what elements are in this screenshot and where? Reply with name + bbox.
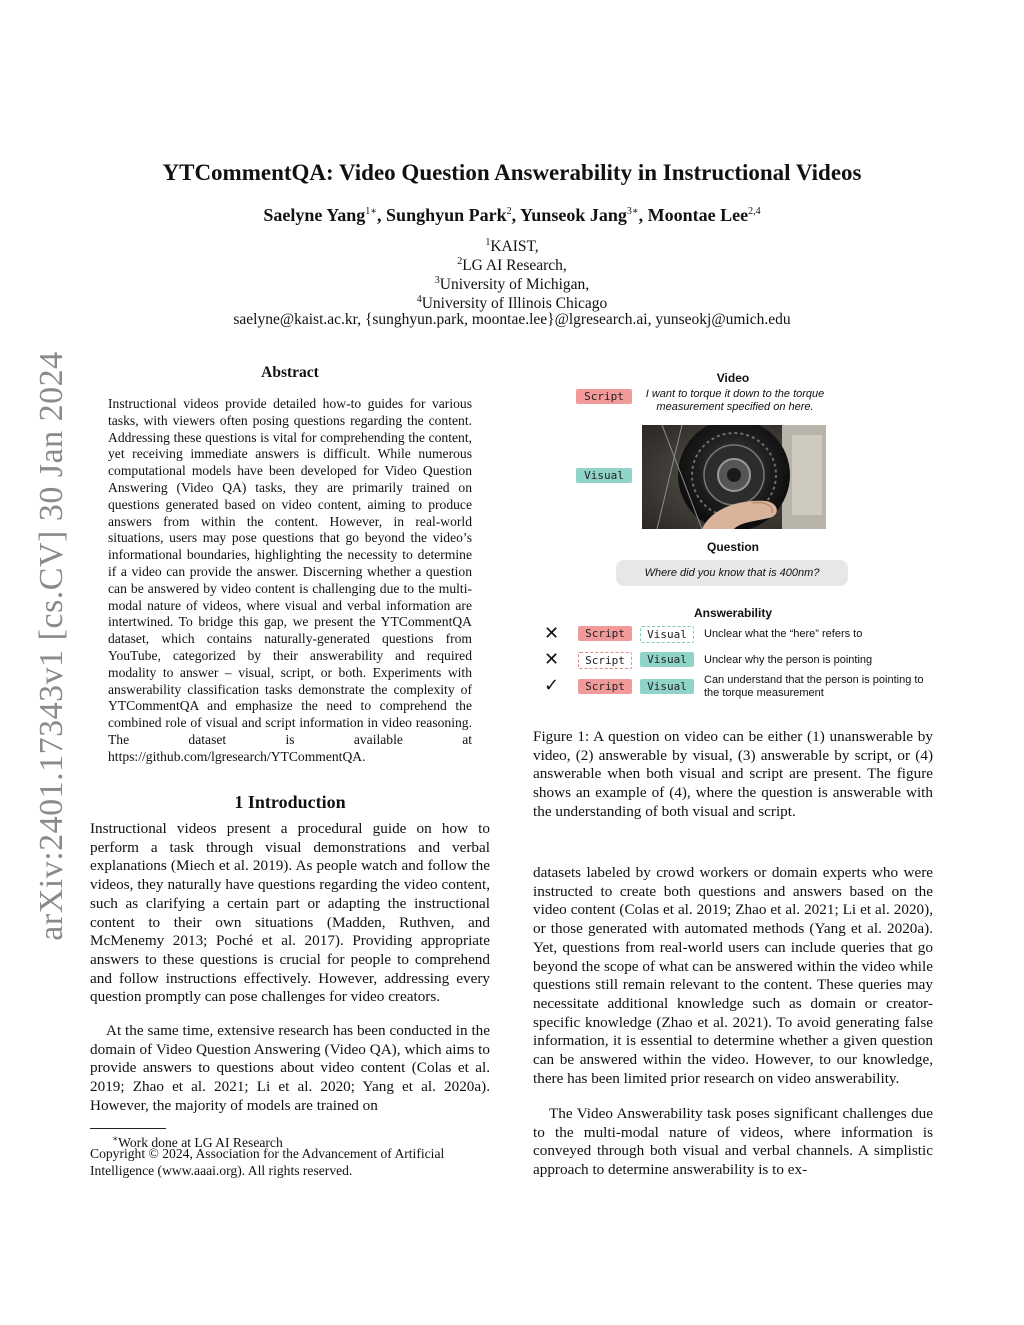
figure-1 bbox=[533, 362, 933, 717]
visual-tag: Visual bbox=[640, 679, 694, 694]
intro-paragraph: datasets labeled by crowd workers or domain experts who were instructed to create both questions and answers based on the video content (Colas et al. 2019; Zhao et al. 2021; Li et al. 2020), or those generated with automated methods (Yang et al. 2020a). Yet, questions from real-world users can include queries that go beyond the scope of what can be answered within the video while questions still remain relevant to the content. These queries may necessitate additional knowledge such as domain or creator-specific knowledge (Zhao et al. 2021). To avoid generating false information, it is essential to determine whether a given question can be answered within the video. However, to our knowledge, there has been limited prior research on video answerability. bbox=[533, 864, 933, 1087]
paper-title: YTCommentQA: Video Question Answerability in Instructional Videos bbox=[162, 160, 862, 185]
figure-video-heading: Video bbox=[716, 371, 750, 385]
footnote-rule bbox=[90, 1128, 166, 1129]
visual-tag-missing: Visual bbox=[640, 626, 694, 643]
answerability-reason: Can understand that the person is pointing to the torque measurement bbox=[704, 674, 924, 699]
script-tag: Script bbox=[576, 389, 632, 404]
check-icon: ✓ bbox=[544, 675, 560, 696]
script-tag-missing: Script bbox=[578, 652, 632, 669]
affiliation: $^4$University of Illinois Chicago bbox=[416, 294, 608, 313]
affiliation: $^1$KAIST, bbox=[485, 237, 539, 256]
figure-question-heading: Question bbox=[706, 540, 759, 554]
author-emails: saelyne@kaist.ac.kr, {sunghyun.park, moontae.lee}@lgresearch.ai, yunseokj@umich.edu bbox=[233, 311, 791, 328]
copyright-notice: Copyright © 2024, Association for the Advancement of Artificial Intelligence (www.aaai.org). All rights reserved. bbox=[90, 1146, 445, 1178]
visual-tag: Visual bbox=[576, 468, 632, 483]
cross-icon: ✕ bbox=[544, 649, 560, 670]
abstract-heading: Abstract bbox=[261, 364, 319, 381]
author-name: Yunseok Jang bbox=[519, 205, 627, 225]
figure-caption: Figure 1: A question on video can be either (1) unanswerable by video, (2) answerable by visual, (3) answerable by script, or (4) answerable when both visual and script are present. The figure shows an example of (4), where the question is answerable with the understanding of both visual and script. bbox=[533, 728, 933, 820]
script-tag: Script bbox=[578, 626, 632, 641]
intro-paragraph: Instructional videos present a procedural guide on how to perform a task through visual demonstrations and verbal explanations (Miech et al. 2019). As people watch and follow the videos, they naturally have questions regarding the video content, such as clarifying a certain part or adapting the instructional content to their own situations (Madden, Ruthven, and McMenemy 2013; Poché et al. 2017). Providing appropriate answers to these questions is crucial for people to comprehend and follow instructions effectively. However, addressing every question promptly can pose challenges for video creators. bbox=[90, 820, 490, 1006]
section-heading: 1 Introduction bbox=[234, 792, 346, 812]
abstract-text: Instructional videos provide detailed how-to guides for various tasks, with viewers often posing questions regarding the content. Addressing these questions is vital for comprehending the content, yet receiving immediate answers is difficult. While numerous computational models have been developed for Video Question Answering (Video QA) tasks, they are primarily trained on questions generated based on video content, aiming to produce answers from within the content. However, in real-world situations, users may pose questions that go beyond the video’s informational boundaries, highlighting the necessity to determine if a video can provide the answer. Discerning whether a question can be answered by video content is challenging due to the multi-modal nature of videos, where visual and verbal information are intertwined. To bridge this gap, we present the YTCommentQA dataset, which contains naturally-generated questions from YouTube, categorized by their answerability and required modality to answer – visual, script, or both. Experiments with answerability classification tasks demonstrate the complexity of YTCommentQA and emphasize the need to comprehend the combined role of visual and script information in video reasoning. The dataset is available at https://github.com/lgresearch/YTCommentQA. bbox=[108, 396, 472, 764]
footnote: ∗Work done at LG AI Research bbox=[112, 1133, 283, 1150]
affiliation: $^2$LG AI Research, bbox=[457, 256, 567, 275]
cross-icon: ✕ bbox=[544, 623, 560, 644]
intro-paragraph: At the same time, extensive research has been conducted in the domain of Video Question Answering (Video QA), which aims to provide answers to questions about video content (Colas et al. 2019; Zhao et al. 2021; Li et al. 2020; Yang et al. 2020a). However, the majority of models are trained on bbox=[90, 1022, 490, 1114]
answerability-reason: Unclear what the “here” refers to bbox=[704, 628, 863, 640]
author-name: Moontae Lee bbox=[647, 205, 749, 225]
question-bubble: Where did you know that is 400nm? bbox=[616, 560, 848, 586]
script-tag: Script bbox=[578, 679, 632, 694]
intro-paragraph: The Video Answerability task poses significant challenges due to the multi-modal nature of videos, where information is conveyed through both visual and verbal channels. A simplistic approach to determine answerability is to ex- bbox=[533, 1105, 933, 1179]
video-frame-image bbox=[642, 425, 826, 529]
answerability-reason: Unclear why the person is pointing bbox=[704, 654, 873, 666]
visual-tag: Visual bbox=[640, 652, 694, 667]
figure-answerability-heading: Answerability bbox=[693, 606, 773, 620]
affiliation: $^3$University of Michigan, bbox=[434, 275, 590, 294]
author-list: Saelyne Yang$^{1∗}$, Sunghyun Park$^2$, Yunseok Jang$^{3∗}$, Moontae Lee$^{2,4}$ bbox=[263, 205, 761, 225]
author-name: Saelyne Yang bbox=[263, 205, 366, 225]
script-quote: I want to torque it down to the torque measurement specified on here. bbox=[645, 388, 825, 413]
author-name: Sunghyun Park bbox=[386, 205, 507, 225]
